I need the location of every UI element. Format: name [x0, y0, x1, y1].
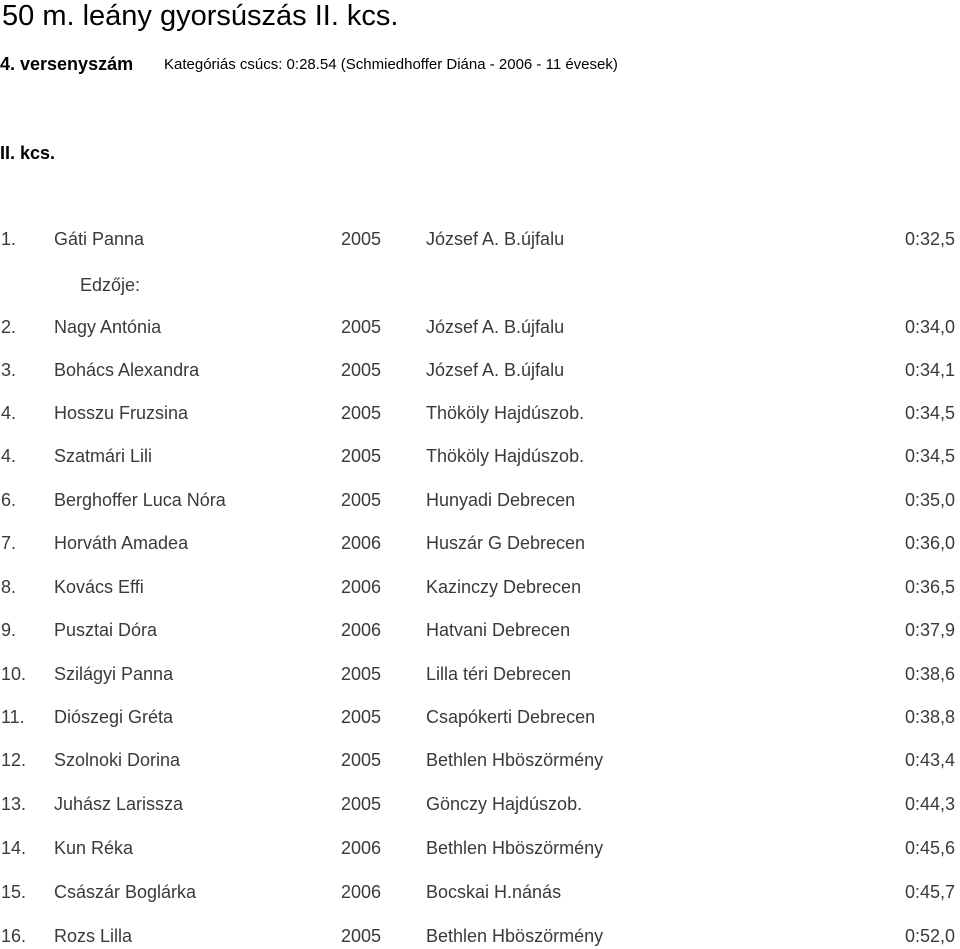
- result-club: Lilla téri Debrecen: [426, 664, 572, 684]
- result-time: 0:35,0: [904, 490, 955, 510]
- result-club: Hunyadi Debrecen: [426, 490, 576, 510]
- result-name: Rozs Lilla: [54, 926, 133, 946]
- result-time: 0:44,3: [904, 794, 955, 814]
- result-name: Horváth Amadea: [54, 533, 189, 553]
- result-club: Hatvani Debrecen: [426, 620, 571, 640]
- result-birth-year: 2005: [341, 446, 382, 466]
- result-time: 0:34,0: [904, 317, 955, 337]
- result-time: 0:34,5: [904, 446, 955, 466]
- result-rank: 3.: [1, 360, 17, 380]
- result-name: Juhász Larissza: [54, 794, 184, 814]
- result-rank: 1.: [1, 229, 17, 249]
- result-name: Hosszu Fruzsina: [54, 403, 189, 423]
- result-rank: 15.: [1, 882, 27, 902]
- result-name: Szolnoki Dorina: [54, 750, 181, 770]
- coach-label: Edzője:: [80, 275, 141, 295]
- result-club: József A. B.újfalu: [426, 360, 565, 380]
- result-time: 0:37,9: [904, 620, 955, 640]
- table-row: [0, 705, 960, 729]
- page-title: 50 m. leány gyorsúszás II. kcs.: [2, 0, 399, 32]
- result-club: Bethlen Hböszörmény: [426, 838, 604, 858]
- result-club: Csapókerti Debrecen: [426, 707, 596, 727]
- result-club: Bethlen Hböszörmény: [426, 926, 604, 946]
- result-name: Pusztai Dóra: [54, 620, 158, 640]
- result-club: Thököly Hajdúszob.: [426, 446, 585, 466]
- table-row: [0, 575, 960, 599]
- result-club: Bethlen Hböszörmény: [426, 750, 604, 770]
- result-time: 0:45,6: [904, 838, 955, 858]
- result-birth-year: 2005: [341, 664, 382, 684]
- table-row: [0, 662, 960, 686]
- result-birth-year: 2005: [341, 317, 382, 337]
- result-birth-year: 2005: [341, 403, 382, 423]
- category-record: Kategóriás csúcs: 0:28.54 (Schmiedhoffer Diána - 2006 - 11 évesek): [164, 56, 618, 73]
- result-rank: 4.: [1, 403, 17, 423]
- table-row: [0, 924, 960, 948]
- table-row: [0, 618, 960, 642]
- result-time: 0:45,7: [904, 882, 955, 902]
- result-time: 0:36,0: [904, 533, 955, 553]
- result-name: Gáti Panna: [54, 229, 145, 249]
- result-name: Berghoffer Luca Nóra: [54, 490, 226, 510]
- result-time: 0:38,8: [904, 707, 955, 727]
- result-birth-year: 2006: [341, 620, 382, 640]
- result-rank: 9.: [1, 620, 17, 640]
- result-rank: 11.: [1, 707, 25, 727]
- result-rank: 8.: [1, 577, 17, 597]
- result-rank: 16.: [1, 926, 27, 946]
- result-time: 0:34,1: [904, 360, 955, 380]
- table-row: [0, 792, 960, 816]
- event-number: 4. versenyszám: [0, 54, 134, 74]
- result-club: József A. B.újfalu: [426, 229, 565, 249]
- result-name: Kun Réka: [54, 838, 134, 858]
- table-row: [0, 836, 960, 860]
- table-row: [0, 531, 960, 555]
- result-birth-year: 2005: [341, 794, 382, 814]
- table-row: [0, 227, 960, 251]
- result-name: Kovács Effi: [54, 577, 144, 597]
- result-club: Gönczy Hajdúszob.: [426, 794, 583, 814]
- table-row: [0, 444, 960, 468]
- result-birth-year: 2005: [341, 750, 382, 770]
- result-name: Diószegi Gréta: [54, 707, 174, 727]
- result-time: 0:36,5: [904, 577, 955, 597]
- result-time: 0:32,5: [904, 229, 955, 249]
- table-row: [0, 358, 960, 382]
- result-time: 0:38,6: [904, 664, 955, 684]
- result-birth-year: 2005: [341, 360, 382, 380]
- table-row: [0, 880, 960, 904]
- result-club: Bocskai H.nánás: [426, 882, 562, 902]
- result-rank: 6.: [1, 490, 17, 510]
- result-name: Szatmári Lili: [54, 446, 153, 466]
- result-time: 0:34,5: [904, 403, 955, 423]
- result-time: 0:52,0: [904, 926, 955, 946]
- result-birth-year: 2005: [341, 229, 382, 249]
- result-rank: 10.: [1, 664, 27, 684]
- result-birth-year: 2005: [341, 926, 382, 946]
- result-birth-year: 2005: [341, 707, 382, 727]
- category-label: II. kcs.: [0, 143, 56, 163]
- result-club: Kazinczy Debrecen: [426, 577, 582, 597]
- result-birth-year: 2005: [341, 490, 382, 510]
- result-name: Szilágyi Panna: [54, 664, 174, 684]
- result-rank: 2.: [1, 317, 17, 337]
- result-rank: 14.: [1, 838, 27, 858]
- result-club: József A. B.újfalu: [426, 317, 565, 337]
- result-name: Nagy Antónia: [54, 317, 162, 337]
- table-row: [0, 315, 960, 339]
- table-row: [0, 401, 960, 425]
- result-rank: 13.: [1, 794, 27, 814]
- result-rank: 4.: [1, 446, 17, 466]
- result-name: Császár Boglárka: [54, 882, 197, 902]
- result-birth-year: 2006: [341, 533, 382, 553]
- result-birth-year: 2006: [341, 838, 382, 858]
- result-rank: 7.: [1, 533, 17, 553]
- result-birth-year: 2006: [341, 882, 382, 902]
- result-birth-year: 2006: [341, 577, 382, 597]
- result-name: Bohács Alexandra: [54, 360, 200, 380]
- table-row: [0, 488, 960, 512]
- result-club: Huszár G Debrecen: [426, 533, 586, 553]
- result-time: 0:43,4: [904, 750, 955, 770]
- result-rank: 12.: [1, 750, 27, 770]
- table-row: [0, 748, 960, 772]
- result-club: Thököly Hajdúszob.: [426, 403, 585, 423]
